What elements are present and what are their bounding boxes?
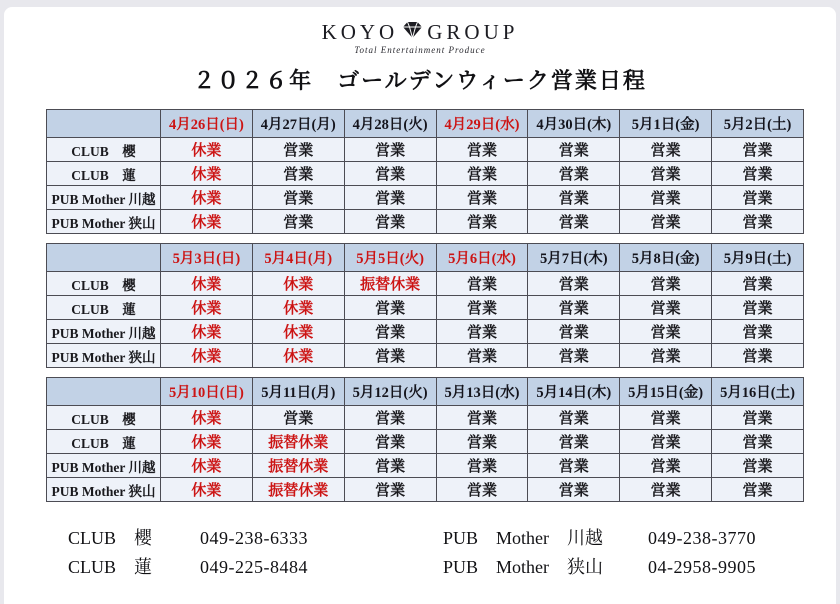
venue-row [47,296,804,320]
venue-row [47,344,804,368]
phone-number: 049-238-3770 [648,528,756,548]
venue-name-cell: PUB Mother 川越 [47,454,161,478]
date-header-cell: 4月29日(水) [436,110,528,138]
contact-row [443,553,756,582]
koyo-group-logo [4,7,836,55]
status-cell: 営業 [620,162,712,186]
date-header-cell: 5月2日(土) [712,110,804,138]
status-cell: 営業 [712,162,804,186]
status-cell: 営業 [436,272,528,296]
venue-row [47,272,804,296]
status-cell: 営業 [436,210,528,234]
date-header-cell: 5月13日(水) [436,378,528,406]
status-cell: 営業 [712,406,804,430]
logo-subtitle: Total Entertainment Produce [354,45,486,55]
status-cell: 休業 [161,454,253,478]
status-cell: 休業 [252,272,344,296]
status-cell: 営業 [620,186,712,210]
contact-row [68,553,418,582]
schedule-tables [46,109,836,502]
status-cell: 営業 [344,430,436,454]
date-header-row [47,378,804,406]
venue-row [47,454,804,478]
venue-row [47,430,804,454]
status-cell: 振替休業 [252,430,344,454]
status-cell: 営業 [528,296,620,320]
status-cell: 営業 [344,162,436,186]
status-cell: 営業 [344,138,436,162]
date-header-cell: 5月7日(木) [528,244,620,272]
status-cell: 営業 [712,478,804,502]
status-cell: 休業 [161,478,253,502]
status-cell: 休業 [161,210,253,234]
status-cell: 休業 [252,344,344,368]
contact-column-clubs [68,524,418,582]
status-cell: 営業 [620,344,712,368]
status-cell: 営業 [528,162,620,186]
status-cell: 休業 [252,296,344,320]
status-cell: 営業 [528,272,620,296]
status-cell: 休業 [161,162,253,186]
venue-name-cell: PUB Mother 川越 [47,320,161,344]
date-header-cell: 5月10日(日) [161,378,253,406]
status-cell: 休業 [161,138,253,162]
status-cell: 振替休業 [252,454,344,478]
logo-text-right: GROUP [427,20,519,44]
status-cell: 営業 [712,210,804,234]
venue-name-cell: CLUB 蓮 [47,162,161,186]
venue-name-cell: CLUB 蓮 [47,296,161,320]
notice-page [4,7,836,604]
corner-cell [47,244,161,272]
date-header-cell: 4月26日(日) [161,110,253,138]
venue-name-cell: PUB Mother 狭山 [47,210,161,234]
status-cell: 営業 [712,296,804,320]
venue-name: CLUB 蓮 [68,557,153,577]
status-cell: 営業 [620,138,712,162]
logo-wordmark [322,19,519,46]
date-header-row [47,244,804,272]
status-cell: 営業 [528,454,620,478]
status-cell: 営業 [252,138,344,162]
status-cell: 営業 [252,186,344,210]
status-cell: 営業 [712,344,804,368]
status-cell: 営業 [620,478,712,502]
venue-name-cell: CLUB 櫻 [47,138,161,162]
status-cell: 営業 [528,186,620,210]
status-cell: 営業 [252,162,344,186]
phone-number: 04-2958-9905 [648,557,756,577]
status-cell: 営業 [436,344,528,368]
page-title: ２０２６年 ゴールデンウィーク営業日程 [193,68,647,93]
status-cell: 営業 [620,406,712,430]
status-cell: 営業 [528,430,620,454]
status-cell: 営業 [344,186,436,210]
date-header-cell: 5月8日(金) [620,244,712,272]
status-cell: 営業 [712,186,804,210]
corner-cell [47,378,161,406]
schedule-table-week3 [46,377,804,502]
status-cell: 営業 [712,138,804,162]
status-cell: 営業 [344,454,436,478]
contact-section [4,524,836,582]
status-cell: 営業 [252,406,344,430]
date-header-cell: 5月5日(火) [344,244,436,272]
contact-row [68,524,418,553]
venue-row [47,162,804,186]
status-cell: 振替休業 [252,478,344,502]
venue-name: PUB Mother 川越 [443,528,604,548]
status-cell: 営業 [436,406,528,430]
corner-cell [47,110,161,138]
status-cell: 営業 [528,344,620,368]
schedule-table-week2 [46,243,804,368]
status-cell: 営業 [344,478,436,502]
status-cell: 営業 [436,186,528,210]
logo-text-left: KOYO [321,20,399,44]
status-cell: 営業 [528,478,620,502]
date-header-cell: 5月15日(金) [620,378,712,406]
date-header-cell: 5月4日(月) [252,244,344,272]
date-header-cell: 5月16日(土) [712,378,804,406]
venue-row [47,478,804,502]
date-header-cell: 5月9日(土) [712,244,804,272]
venue-name-cell: PUB Mother 狭山 [47,344,161,368]
venue-name-cell: PUB Mother 狭山 [47,478,161,502]
date-header-cell: 5月11日(月) [252,378,344,406]
status-cell: 営業 [528,210,620,234]
status-cell: 営業 [344,320,436,344]
status-cell: 営業 [528,320,620,344]
status-cell: 休業 [252,320,344,344]
status-cell: 営業 [436,430,528,454]
status-cell: 休業 [161,186,253,210]
date-header-cell: 5月1日(金) [620,110,712,138]
status-cell: 営業 [436,162,528,186]
venue-name-cell: CLUB 櫻 [47,406,161,430]
status-cell: 営業 [712,454,804,478]
venue-name-cell: CLUB 櫻 [47,272,161,296]
contact-row [443,524,756,553]
date-header-cell: 5月12日(火) [344,378,436,406]
status-cell: 営業 [620,430,712,454]
date-header-cell: 4月27日(月) [252,110,344,138]
venue-row [47,320,804,344]
venue-row [47,210,804,234]
status-cell: 営業 [344,344,436,368]
venue-row [47,186,804,210]
phone-number: 049-238-6333 [200,528,308,548]
status-cell: 営業 [712,430,804,454]
status-cell: 営業 [528,406,620,430]
status-cell: 営業 [620,272,712,296]
date-header-row [47,110,804,138]
status-cell: 営業 [620,320,712,344]
status-cell: 営業 [620,296,712,320]
status-cell: 休業 [161,406,253,430]
status-cell: 営業 [436,320,528,344]
status-cell: 営業 [252,210,344,234]
status-cell: 振替休業 [344,272,436,296]
status-cell: 営業 [528,138,620,162]
status-cell: 休業 [161,272,253,296]
status-cell: 休業 [161,296,253,320]
status-cell: 営業 [436,478,528,502]
status-cell: 営業 [712,272,804,296]
date-header-cell: 5月3日(日) [161,244,253,272]
contact-column-pubs [443,524,756,582]
status-cell: 営業 [620,454,712,478]
status-cell: 休業 [161,344,253,368]
venue-name-cell: PUB Mother 川越 [47,186,161,210]
venue-name-cell: CLUB 蓮 [47,430,161,454]
status-cell: 営業 [620,210,712,234]
status-cell: 営業 [344,296,436,320]
status-cell: 営業 [344,210,436,234]
venue-name: CLUB 櫻 [68,528,153,548]
date-header-cell: 5月6日(水) [436,244,528,272]
status-cell: 営業 [436,296,528,320]
status-cell: 営業 [436,454,528,478]
venue-row [47,138,804,162]
schedule-table-week1 [46,109,804,234]
date-header-cell: 4月28日(火) [344,110,436,138]
status-cell: 休業 [161,430,253,454]
status-cell: 営業 [436,138,528,162]
venue-name: PUB Mother 狭山 [443,557,604,577]
date-header-cell: 5月14日(木) [528,378,620,406]
status-cell: 休業 [161,320,253,344]
status-cell: 営業 [712,320,804,344]
status-cell: 営業 [344,406,436,430]
phone-number: 049-225-8484 [200,557,308,577]
diamond-icon [403,19,422,44]
date-header-cell: 4月30日(木) [528,110,620,138]
venue-row [47,406,804,430]
